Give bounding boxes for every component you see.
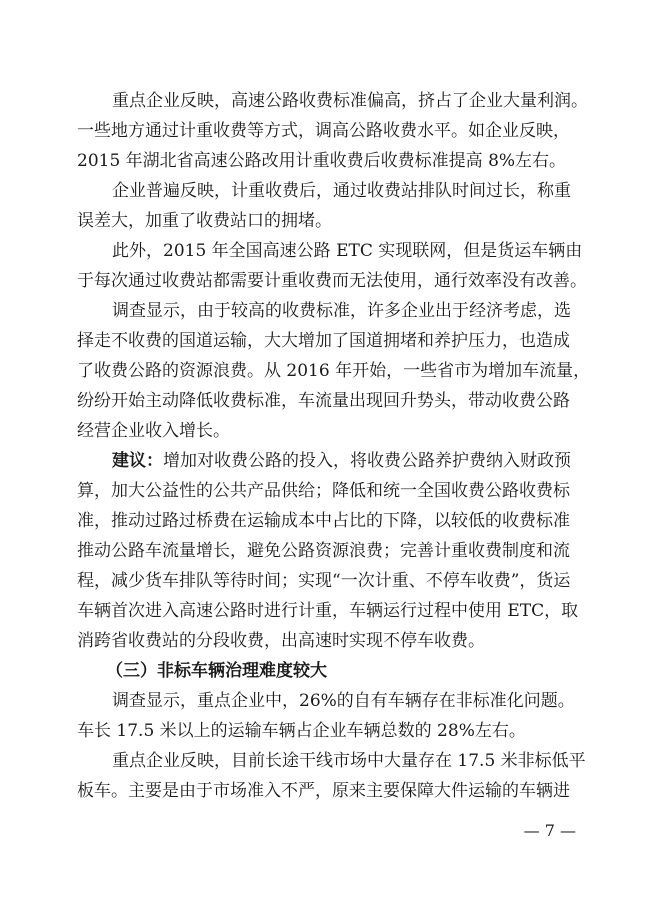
paragraph-line: 经营企业收入增长。: [77, 421, 230, 441]
paragraph-line: 调查显示，由于较高的收费标准，许多企业出于经济考虑，选: [112, 301, 571, 321]
paragraph-line: 准，推动过路过桥费在运输成本中占比的下降，以较低的收费标准: [77, 511, 570, 531]
paragraph-line: 2015 年湖北省高速公路改用计重收费后收费标准提高 8%左右。: [77, 151, 567, 171]
paragraph-line: 板车。主要是由于市场准入不严，原来主要保障大件运输的车辆进: [77, 781, 570, 801]
paragraph-line: 消跨省收费站的分段收费，出高速时实现不停车收费。: [77, 631, 485, 651]
paragraph-line: 重点企业反映，目前长途干线市场中大量存在 17.5 米非标低平: [112, 751, 586, 771]
paragraph-line: 车长 17.5 米以上的运输车辆占企业车辆总数的 28%左右。: [77, 721, 526, 741]
section-heading: （三）非标车辆治理难度较大: [106, 661, 327, 681]
paragraph-line: 一些地方通过计重收费等方式，调高公路收费水平。如企业反映，: [77, 121, 570, 141]
suggestion-text: 增加对收费公路的投入，将收费公路养护费纳入财政预: [163, 451, 571, 471]
paragraph-line: 误差大，加重了收费站口的拥堵。: [77, 211, 332, 231]
paragraph-line: 此外，2015 年全国高速公路 ETC 实现联网，但是货运车辆由: [112, 241, 583, 261]
paragraph-line: 重点企业反映，高速公路收费标准偏高，挤占了企业大量利润。: [112, 91, 588, 111]
suggestion-label: 建议：: [112, 451, 163, 471]
paragraph-line: 推动公路车流量增长，避免公路资源浪费；完善计重收费制度和流: [77, 541, 570, 561]
suggestion-line: [112, 450, 650, 472]
paragraph-line: 程，减少货车排队等待时间；实现“一次计重、不停车收费”，货运: [77, 571, 571, 591]
paragraph-line: 算，加大公益性的公共产品供给；降低和统一全国收费公路收费标: [77, 481, 570, 501]
paragraph-line: 纷纷开始主动降低收费标准，车流量出现回升势头，带动收费公路: [77, 391, 570, 411]
paragraph-line: 企业普遍反映，计重收费后，通过收费站排队时间过长，称重: [112, 181, 571, 201]
page-number: — 7 —: [523, 821, 576, 840]
paragraph-line: 车辆首次进入高速公路时进行计重，车辆运行过程中使用 ETC，取: [77, 601, 579, 621]
paragraph-line: 了收费公路的资源浪费。从 2016 年开始，一些省市为增加车流量，: [77, 361, 591, 381]
paragraph-line: 择走不收费的国道运输，大大增加了国道拥堵和养护压力，也造成: [77, 331, 570, 351]
paragraph-line: 于每次通过收费站都需要计重收费而无法使用，通行效率没有改善。: [77, 271, 587, 291]
paragraph-line: 调查显示，重点企业中，26%的自有车辆存在非标准化问题。: [112, 691, 575, 711]
